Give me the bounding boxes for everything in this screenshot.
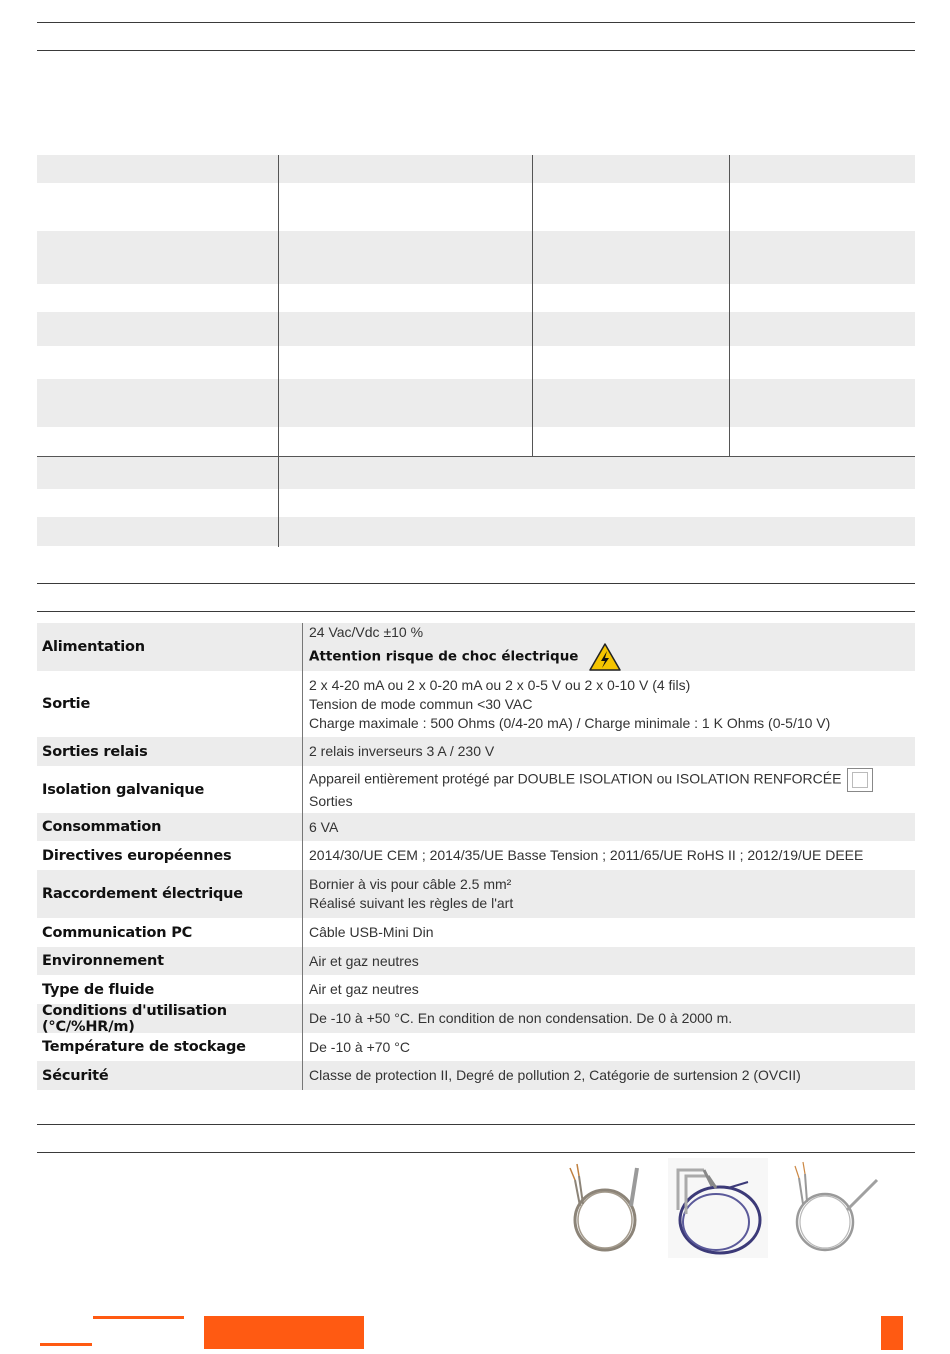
spec-label: Isolation galvanique — [42, 781, 205, 798]
footer-accent-line — [93, 1316, 184, 1319]
table-row — [37, 517, 915, 546]
spec-label: Sortie — [42, 696, 91, 712]
table-row — [37, 737, 915, 766]
spec-value-line: 2 x 4-20 mA ou 2 x 0-20 mA ou 2 x 0-5 V ou 2 x 0-10 V (4 fils) — [309, 676, 691, 693]
table-row — [37, 489, 915, 517]
spec-label: Alimentation — [42, 639, 145, 655]
spec-value — [302, 1061, 915, 1090]
table-row — [37, 183, 915, 231]
spec-label: Directives européennes — [42, 847, 232, 864]
table-row — [37, 870, 915, 918]
table-row — [37, 623, 915, 671]
column-divider — [729, 155, 730, 456]
specifications-table — [37, 623, 915, 1090]
table-row — [37, 947, 915, 975]
spec-value-line: Air et gaz neutres — [309, 952, 419, 969]
spec-value-line: 6 VA — [309, 818, 339, 835]
spec-value — [302, 975, 915, 1004]
table-row — [37, 427, 915, 457]
spec-value-line: Air et gaz neutres — [309, 981, 419, 997]
mid-rule-2 — [37, 611, 915, 612]
empty-spec-table — [37, 155, 915, 546]
spec-label: Type de fluide — [42, 981, 155, 998]
spec-value-line: Appareil entièrement protégé par DOUBLE ISOLATION ou ISOLATION RENFORCÉE — [309, 768, 915, 792]
table-row — [37, 346, 915, 379]
spec-value-line: 2014/30/UE CEM ; 2014/35/UE Basse Tension ; 2011/65/UE RoHS II ; 2012/19/UE DEEE — [309, 847, 864, 863]
table-row — [37, 1061, 915, 1090]
table-row — [37, 155, 915, 183]
spec-warning-line: Attention risque de choc électrique — [309, 642, 915, 672]
spec-value-line: De -10 à +70 °C — [309, 1038, 410, 1055]
spec-label: Sorties relais — [42, 743, 148, 760]
spec-value — [302, 813, 915, 841]
spec-value — [302, 623, 915, 671]
spec-label: Température de stockage — [42, 1039, 246, 1055]
table-row — [37, 1033, 915, 1061]
spec-value — [302, 737, 915, 766]
table-row — [37, 457, 915, 489]
table-row — [37, 813, 915, 841]
spec-value-line: 24 Vac/Vdc ±10 % — [309, 623, 424, 640]
spec-label: Environnement — [42, 953, 164, 969]
spec-value-line: 2 relais inverseurs 3 A / 230 V — [309, 743, 495, 759]
spec-value-line: Bornier à vis pour câble 2.5 mm² — [309, 876, 512, 892]
spec-value — [302, 671, 915, 737]
spec-value — [302, 766, 915, 813]
spec-value-line: Sorties — [309, 793, 353, 809]
spec-value-line: Classe de protection II, Degré de pollution 2, Catégorie de surtension 2 (OVCII) — [309, 1067, 801, 1083]
electric-shock-warning-icon — [588, 642, 622, 672]
table-row — [37, 312, 915, 346]
column-divider — [532, 155, 533, 456]
table-row — [37, 766, 915, 813]
table-row — [37, 671, 915, 737]
table-row — [37, 975, 915, 1004]
table-row — [37, 841, 915, 870]
footer-accent-line — [40, 1343, 92, 1346]
top-rule-2 — [37, 50, 915, 51]
spec-value — [302, 870, 915, 918]
spec-value-line: Câble USB-Mini Din — [309, 924, 434, 940]
spec-value — [302, 1004, 915, 1033]
spec-value — [302, 1033, 915, 1061]
table-row — [37, 918, 915, 947]
spec-value-line: Charge maximale : 500 Ohms (0/4-20 mA) / Charge minimale : 1 K Ohms (0-5/10 V) — [309, 714, 831, 731]
thermocouple-cable-probe-image — [565, 1158, 650, 1258]
thin-cable-probe-image — [787, 1158, 882, 1258]
page-marker — [881, 1316, 903, 1350]
footer-accent-bar — [204, 1316, 364, 1349]
spec-label: Communication PC — [42, 924, 193, 941]
spec-value — [302, 918, 915, 947]
spec-label: Raccordement électrique — [42, 886, 243, 902]
spec-value-line: Réalisé suivant les règles de l'art — [309, 895, 514, 911]
table-row — [37, 1004, 915, 1033]
angled-probes-image — [668, 1158, 768, 1258]
column-divider — [278, 155, 279, 547]
table-row — [37, 231, 915, 284]
spec-value-line: Tension de mode commun <30 VAC — [309, 695, 533, 712]
double-insulation-icon — [847, 768, 873, 792]
spec-label: Sécurité — [42, 1067, 109, 1084]
bottom-rule-1 — [37, 1124, 915, 1125]
table-row — [37, 379, 915, 427]
spec-label: Consommation — [42, 819, 162, 835]
top-rule-1 — [37, 22, 915, 23]
mid-rule-1 — [37, 583, 915, 584]
bottom-rule-2 — [37, 1152, 915, 1153]
table-row — [37, 284, 915, 312]
spec-value-line: De -10 à +50 °C. En condition de non condensation. De 0 à 2000 m. — [309, 1010, 733, 1026]
spec-label: Conditions d'utilisation (°C/%HR/m) — [42, 1002, 227, 1035]
spec-value — [302, 947, 915, 975]
spec-value — [302, 841, 915, 870]
